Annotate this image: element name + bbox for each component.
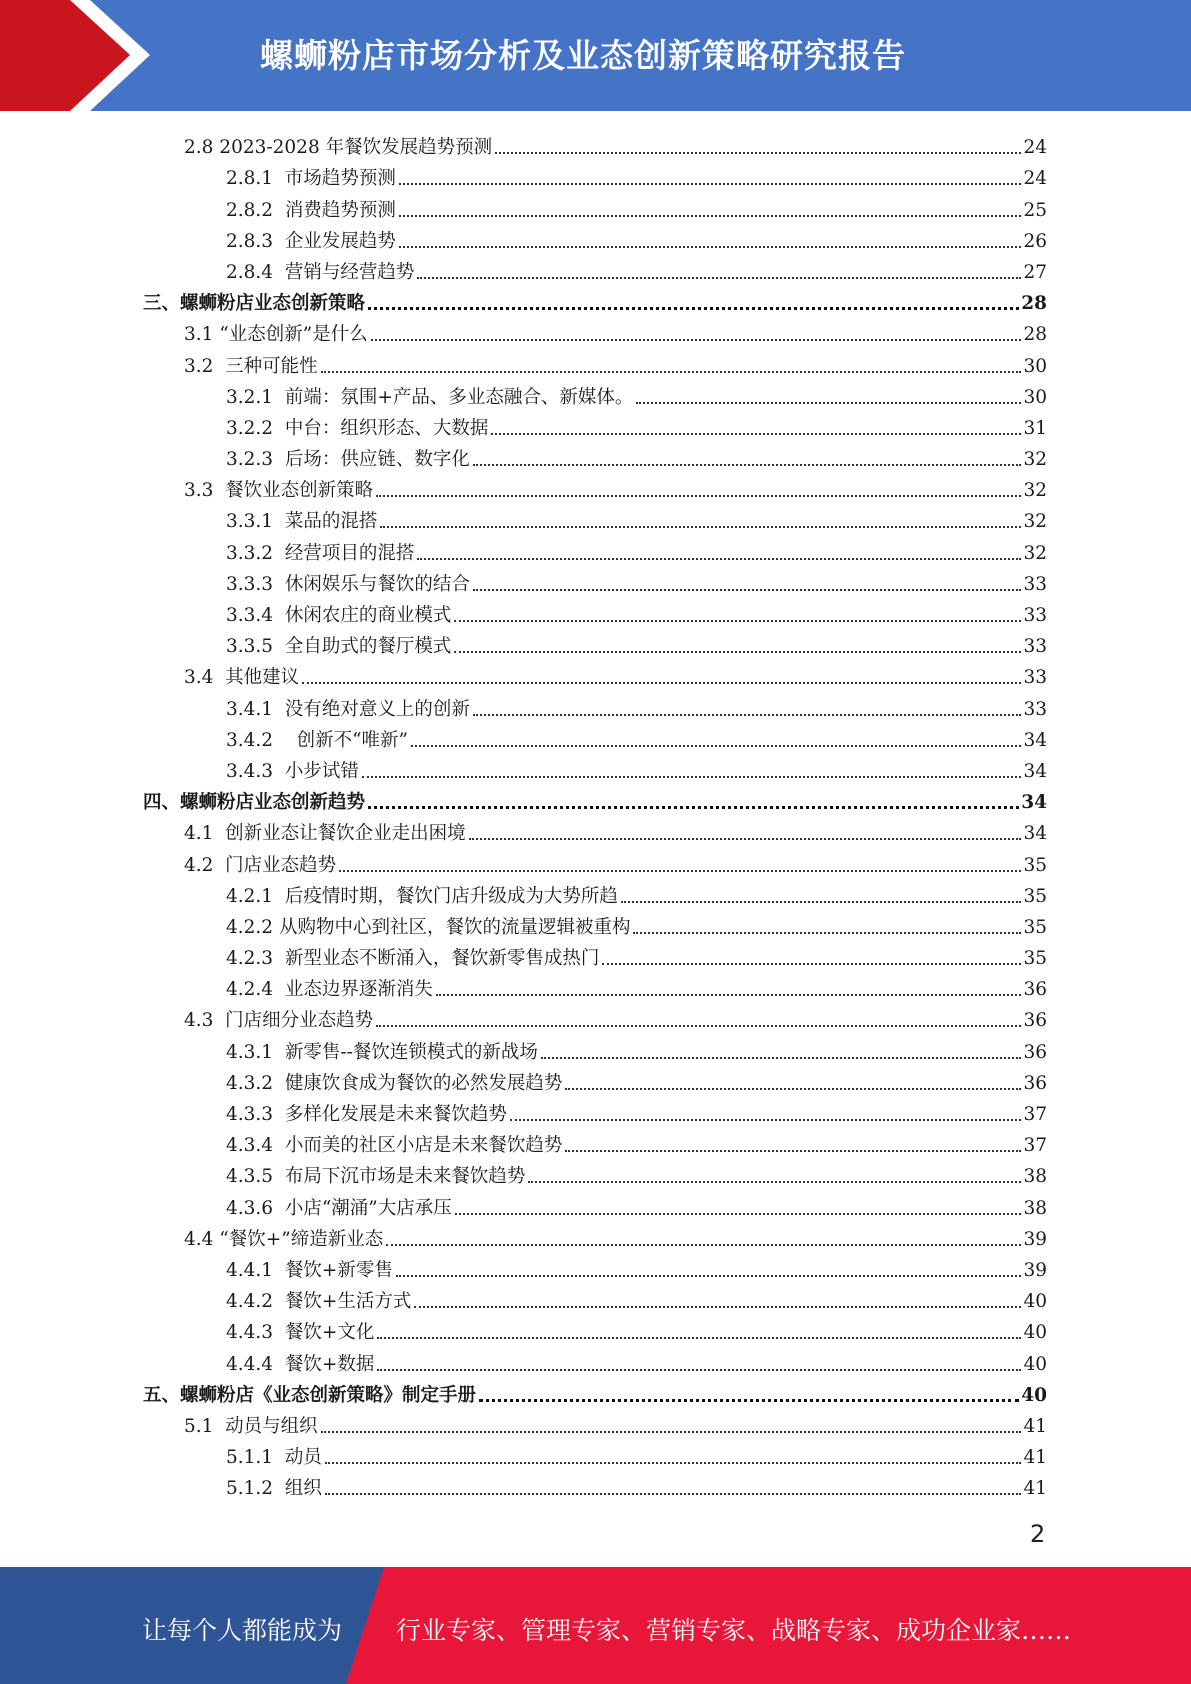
toc-entry-page: 35 [1023, 854, 1047, 876]
toc-entry-label: 4.2.2 从购物中心到社区，餐饮的流量逻辑被重构 [226, 916, 631, 938]
toc-entry-label: 4.4.4 餐饮+数据 [226, 1353, 375, 1375]
toc-entry[interactable] [0, 814, 1191, 845]
toc-entry-label: 2.8.3 企业发展趋势 [226, 230, 396, 252]
toc-entry-label: 4.2.3 新型业态不断涌入，餐饮新零售成热门 [226, 948, 600, 970]
toc-leader-dots [636, 401, 1021, 404]
toc-leader-dots [633, 931, 1021, 934]
toc-entry-page: 41 [1023, 1447, 1047, 1469]
toc-entry-label: 2.8.2 消费趋势预测 [226, 199, 396, 221]
toc-entry-label: 4.1 创新业态让餐饮企业走出困境 [184, 823, 466, 845]
toc-leader-dots [479, 1398, 1019, 1402]
toc-leader-dots [414, 1305, 1021, 1308]
toc-entry-page: 32 [1023, 542, 1047, 564]
toc-entry[interactable] [0, 721, 1191, 752]
toc-entry-page: 38 [1023, 1197, 1047, 1219]
toc-entry[interactable] [0, 1251, 1191, 1282]
toc-entry-page: 26 [1023, 230, 1047, 252]
footer-banner [0, 1567, 1191, 1684]
toc-entry[interactable] [0, 877, 1191, 908]
toc-leader-dots [565, 1149, 1021, 1152]
toc-leader-dots [473, 588, 1022, 591]
toc-entry-label: 3.1 “业态创新”是什么 [184, 324, 368, 346]
toc-leader-dots [376, 1024, 1021, 1027]
toc-entry[interactable] [0, 128, 1191, 159]
toc-entry-page: 36 [1023, 979, 1047, 1001]
toc-leader-dots [377, 1368, 1021, 1371]
toc-entry-page: 28 [1023, 324, 1047, 346]
toc-entry-label: 4.3.2 健康饮食成为餐饮的必然发展趋势 [226, 1072, 563, 1094]
toc-entry-label: 5.1.1 动员 [226, 1447, 322, 1469]
toc-entry[interactable] [0, 689, 1191, 720]
toc-entry[interactable] [0, 409, 1191, 440]
toc-entry[interactable] [0, 378, 1191, 409]
toc-entry-label: 3.2.3 后场：供应链、数字化 [226, 449, 470, 471]
toc-leader-dots [368, 306, 1019, 310]
toc-entry-label: 4.2.1 后疫情时期，餐饮门店升级成为大势所趋 [226, 885, 618, 907]
toc-entry[interactable] [0, 1407, 1191, 1438]
toc-leader-dots [368, 805, 1019, 809]
toc-entry[interactable] [0, 222, 1191, 253]
toc-entry-page: 40 [1023, 1291, 1047, 1313]
toc-entry-label: 3.3 餐饮业态创新策略 [184, 480, 374, 502]
toc-leader-dots [399, 182, 1022, 185]
toc-leader-dots [371, 338, 1022, 341]
toc-entry[interactable] [0, 970, 1191, 1001]
toc-entry[interactable] [0, 658, 1191, 689]
toc-entry-label: 3.3.4 休闲农庄的商业模式 [226, 605, 452, 626]
toc-leader-dots [411, 744, 1021, 747]
toc-entry-page: 34 [1023, 729, 1047, 751]
toc-entry-label: 五、螺蛳粉店《业态创新策略》制定手册 [143, 1384, 477, 1406]
toc-leader-dots [339, 869, 1021, 872]
toc-entry-page: 34 [1023, 823, 1047, 845]
toc-entry-label: 4.3.3 多样化发展是未来餐饮趋势 [226, 1104, 507, 1125]
header-banner [0, 0, 1191, 111]
toc-entry-page: 40 [1023, 1322, 1047, 1344]
toc-leader-dots [455, 1212, 1022, 1215]
toc-leader-dots [495, 151, 1021, 154]
toc-leader-dots [473, 463, 1022, 466]
toc-entry[interactable] [0, 939, 1191, 970]
toc-entry-label: 4.2 门店业态趋势 [184, 854, 337, 876]
toc-entry-page: 36 [1023, 1041, 1047, 1063]
toc-leader-dots [454, 650, 1021, 653]
toc-leader-dots [602, 962, 1021, 965]
toc-entry-label: 4.3.1 新零售--餐饮连锁模式的新战场 [226, 1041, 538, 1063]
toc-entry[interactable] [0, 253, 1191, 284]
toc-entry[interactable] [0, 440, 1191, 471]
toc-entry-label: 3.2.1 前端：氛围+产品、多业态融合、新媒体。 [226, 386, 634, 408]
toc-leader-dots [510, 1118, 1022, 1121]
toc-entry-label: 4.4.3 餐饮+文化 [226, 1322, 375, 1344]
toc-leader-dots [362, 775, 1022, 778]
toc-entry[interactable] [0, 159, 1191, 190]
toc-entry-page: 38 [1023, 1166, 1047, 1188]
toc-entry[interactable] [0, 346, 1191, 377]
toc-leader-dots [491, 432, 1021, 435]
toc-leader-dots [396, 1274, 1022, 1277]
toc-entry-page: 39 [1023, 1259, 1047, 1281]
toc-leader-dots [541, 1056, 1022, 1059]
toc-entry-label: 4.3.4 小而美的社区小店是未来餐饮趋势 [226, 1135, 563, 1157]
toc-entry-page: 40 [1021, 1384, 1047, 1406]
toc-leader-dots [417, 276, 1021, 279]
toc-entry[interactable] [0, 284, 1191, 315]
toc-entry[interactable] [0, 752, 1191, 783]
footer-slogan-left: 让每个人都能成为 [142, 1616, 343, 1645]
toc-entry[interactable] [0, 1126, 1191, 1157]
toc-leader-dots [325, 1461, 1022, 1464]
toc-entry-page: 30 [1023, 355, 1047, 377]
toc-entry-page: 32 [1023, 511, 1047, 533]
toc-entry-label: 3.3.5 全自助式的餐厅模式 [226, 636, 452, 658]
toc-entry-label: 3.4.2 创新不“唯新” [226, 729, 409, 751]
toc-entry-page: 34 [1021, 792, 1047, 814]
document-title: 螺蛳粉店市场分析及业态创新策略研究报告 [260, 36, 906, 75]
toc-entry[interactable] [0, 1064, 1191, 1095]
toc-entry-label: 3.2 三种可能性 [184, 355, 318, 377]
toc-entry[interactable] [0, 783, 1191, 814]
toc-entry[interactable] [0, 502, 1191, 533]
toc-leader-dots [376, 494, 1021, 497]
toc-entry-page: 41 [1023, 1478, 1047, 1500]
toc-entry[interactable] [0, 1469, 1191, 1500]
toc-leader-dots [454, 619, 1021, 622]
toc-entry[interactable] [0, 908, 1191, 939]
toc-leader-dots [417, 557, 1021, 560]
toc-entry-label: 5.1 动员与组织 [184, 1415, 318, 1437]
toc-entry[interactable] [0, 315, 1191, 346]
toc-leader-dots [399, 214, 1022, 217]
footer-slogan-right: 行业专家、管理专家、营销专家、战略专家、成功企业家…… [396, 1616, 1072, 1645]
toc-entry[interactable] [0, 1032, 1191, 1063]
toc-entry[interactable] [0, 565, 1191, 596]
toc-entry-page: 36 [1023, 1010, 1047, 1032]
toc-entry-label: 4.4 “餐饮+”缔造新业态 [184, 1228, 384, 1250]
toc-entry[interactable] [0, 1438, 1191, 1469]
toc-entry-label: 四、螺蛳粉店业态创新趋势 [143, 792, 366, 814]
toc-entry-page: 33 [1023, 636, 1047, 658]
toc-entry-label: 4.4.2 餐饮+生活方式 [226, 1291, 412, 1313]
toc-leader-dots [321, 1430, 1022, 1433]
toc-leader-dots [399, 245, 1022, 248]
toc-leader-dots [386, 1243, 1021, 1246]
toc-entry-page: 27 [1023, 261, 1047, 283]
toc-entry-label: 3.2.2 中台：组织形态、大数据 [226, 417, 489, 439]
toc-entry[interactable] [0, 1282, 1191, 1313]
toc-entry[interactable] [0, 1313, 1191, 1344]
toc-entry-page: 37 [1023, 1135, 1047, 1157]
toc-entry-page: 24 [1023, 137, 1047, 159]
toc-entry-label: 3.4.3 小步试错 [226, 760, 359, 782]
toc-entry-label: 4.3.5 布局下沉市场是未来餐饮趋势 [226, 1166, 526, 1188]
toc-entry[interactable] [0, 596, 1191, 627]
toc-entry-page: 35 [1023, 885, 1047, 907]
toc-entry[interactable] [0, 1344, 1191, 1375]
toc-leader-dots [436, 993, 1022, 996]
toc-entry-page: 30 [1023, 386, 1047, 408]
toc-entry[interactable] [0, 1188, 1191, 1219]
toc-entry-label: 3.3.3 休闲娱乐与餐饮的结合 [226, 573, 470, 595]
toc-leader-dots [565, 1087, 1021, 1090]
toc-entry-page: 37 [1023, 1104, 1047, 1125]
toc-entry-label: 3.4 其他建议 [184, 667, 300, 689]
toc-entry-page: 24 [1023, 168, 1047, 190]
toc-entry-page: 36 [1023, 1072, 1047, 1094]
toc-entry-page: 33 [1023, 605, 1047, 626]
toc-entry-page: 35 [1023, 948, 1047, 970]
toc-entry-page: 33 [1023, 698, 1047, 720]
toc-entry-page: 32 [1023, 449, 1047, 471]
toc-entry[interactable] [0, 471, 1191, 502]
toc-entry-page: 33 [1023, 667, 1047, 689]
toc-entry-label: 4.3 门店细分业态趋势 [184, 1010, 374, 1032]
toc-leader-dots [377, 1336, 1021, 1339]
toc-entry-label: 4.4.1 餐饮+新零售 [226, 1259, 393, 1281]
toc-leader-dots [380, 525, 1021, 528]
toc-leader-dots [621, 900, 1022, 903]
toc-entry-page: 39 [1023, 1228, 1047, 1250]
toc-entry[interactable] [0, 845, 1191, 876]
toc-entry-label: 3.3.2 经营项目的混搭 [226, 542, 415, 564]
toc-entry-label: 2.8.1 市场趋势预测 [226, 168, 396, 190]
toc-entry[interactable] [0, 1376, 1191, 1407]
toc-entry-label: 4.2.4 业态边界逐渐消失 [226, 979, 433, 1001]
toc-entry[interactable] [0, 1220, 1191, 1251]
toc-entry[interactable] [0, 533, 1191, 564]
toc-leader-dots [325, 1492, 1022, 1495]
toc-entry-label: 2.8.4 营销与经营趋势 [226, 261, 415, 283]
toc-entry-page: 28 [1021, 293, 1047, 315]
toc-entry-label: 三、螺蛳粉店业态创新策略 [143, 293, 366, 315]
toc-entry[interactable] [0, 1157, 1191, 1188]
toc-leader-dots [469, 837, 1022, 840]
toc-entry-label: 5.1.2 组织 [226, 1478, 322, 1500]
table-of-contents [0, 128, 1191, 1500]
toc-entry[interactable] [0, 627, 1191, 658]
toc-entry-page: 41 [1023, 1415, 1047, 1437]
toc-entry-label: 2.8 2023-2028 年餐饮发展趋势预测 [184, 137, 493, 159]
toc-entry-page: 34 [1023, 760, 1047, 782]
page-number: 2 [1030, 1520, 1046, 1548]
toc-leader-dots [473, 713, 1022, 716]
toc-leader-dots [302, 681, 1021, 684]
toc-entry-page: 32 [1023, 480, 1047, 502]
toc-entry-label: 3.4.1 没有绝对意义上的创新 [226, 698, 470, 720]
toc-entry-page: 31 [1023, 417, 1047, 439]
toc-entry-page: 33 [1023, 573, 1047, 595]
toc-leader-dots [321, 370, 1022, 373]
toc-entry[interactable] [0, 1001, 1191, 1032]
toc-entry-label: 3.3.1 菜品的混搭 [226, 511, 378, 533]
toc-entry[interactable] [0, 190, 1191, 221]
toc-entry-page: 25 [1023, 199, 1047, 221]
toc-entry-label: 4.3.6 小店“潮涌”大店承压 [226, 1197, 452, 1219]
toc-entry[interactable] [0, 1095, 1191, 1126]
toc-entry-page: 35 [1023, 916, 1047, 938]
toc-leader-dots [528, 1180, 1021, 1183]
toc-entry-page: 40 [1023, 1353, 1047, 1375]
